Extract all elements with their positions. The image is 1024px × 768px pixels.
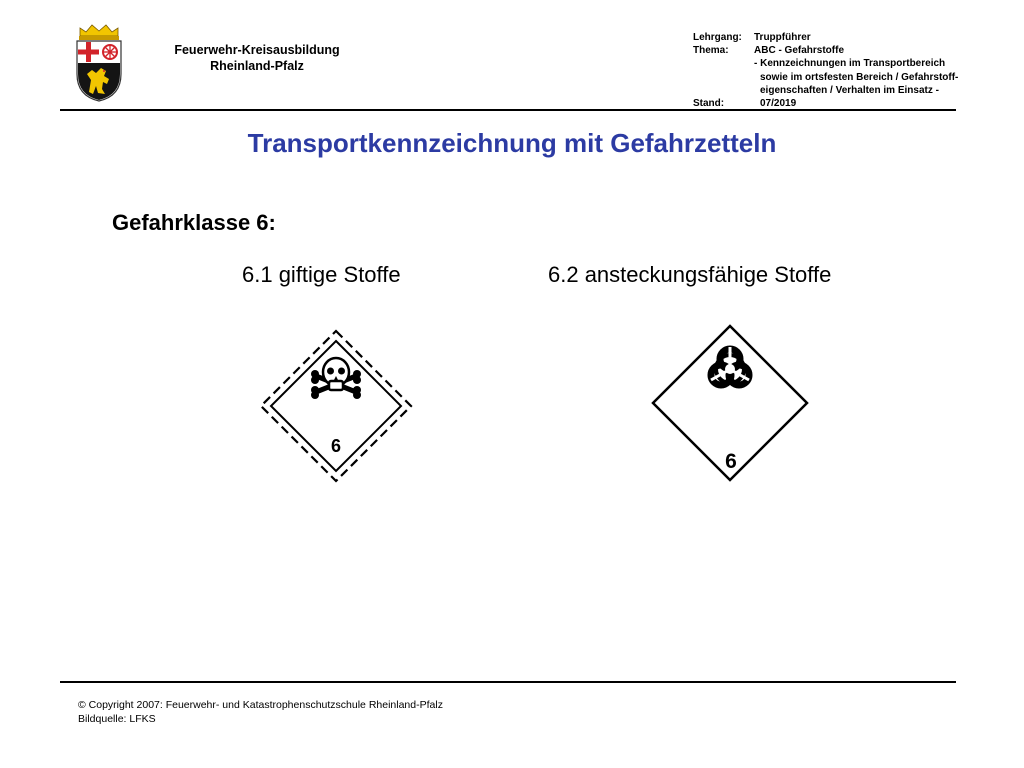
header-divider: [60, 109, 956, 111]
organization-line: Feuerwehr-Kreisausbildung: [174, 43, 340, 57]
course-value: Truppführer: [754, 32, 811, 43]
label-caption-toxic: 6.1 giftige Stoffe: [242, 262, 401, 287]
page-title: Transportkennzeichnung mit Gefahrzetteln: [247, 128, 777, 158]
hazard-class-heading: Gefahrklasse 6:: [112, 210, 276, 235]
footer: [78, 698, 443, 726]
course-label: Lehrgang:: [693, 32, 742, 43]
hazard-class-number: 6: [725, 450, 737, 473]
topic-label: Thema:: [693, 45, 729, 57]
copyright-text: © Copyright 2007: Feuerwehr- und Katastrophenschutzschule Rheinland-Pfalz: [78, 699, 443, 711]
status-value: 07/2019: [760, 97, 797, 109]
topic-line: ABC - Gefahrstoffe: [754, 45, 845, 57]
status-label: Stand:: [693, 97, 725, 109]
topic-line: eigenschaften / Verhalten im Einsatz -: [760, 84, 939, 96]
hazard-label-infectious: [649, 322, 811, 484]
organization-name: [140, 42, 374, 74]
hazard-label-toxic: [258, 328, 414, 484]
image-source-text: Bildquelle: LFKS: [78, 713, 156, 725]
coat-of-arms-icon: [74, 22, 124, 102]
label-caption-infectious: 6.2 ansteckungsfähige Stoffe: [548, 262, 832, 287]
topic-line: sowie im ortsfesten Bereich / Gefahrstoff-: [760, 71, 959, 83]
organization-line: Rheinland-Pfalz: [210, 59, 304, 73]
hazard-class-number: 6: [330, 436, 342, 456]
topic-line: - Kennzeichnungen im Transportbereich: [754, 58, 946, 70]
footer-divider: [60, 681, 956, 683]
